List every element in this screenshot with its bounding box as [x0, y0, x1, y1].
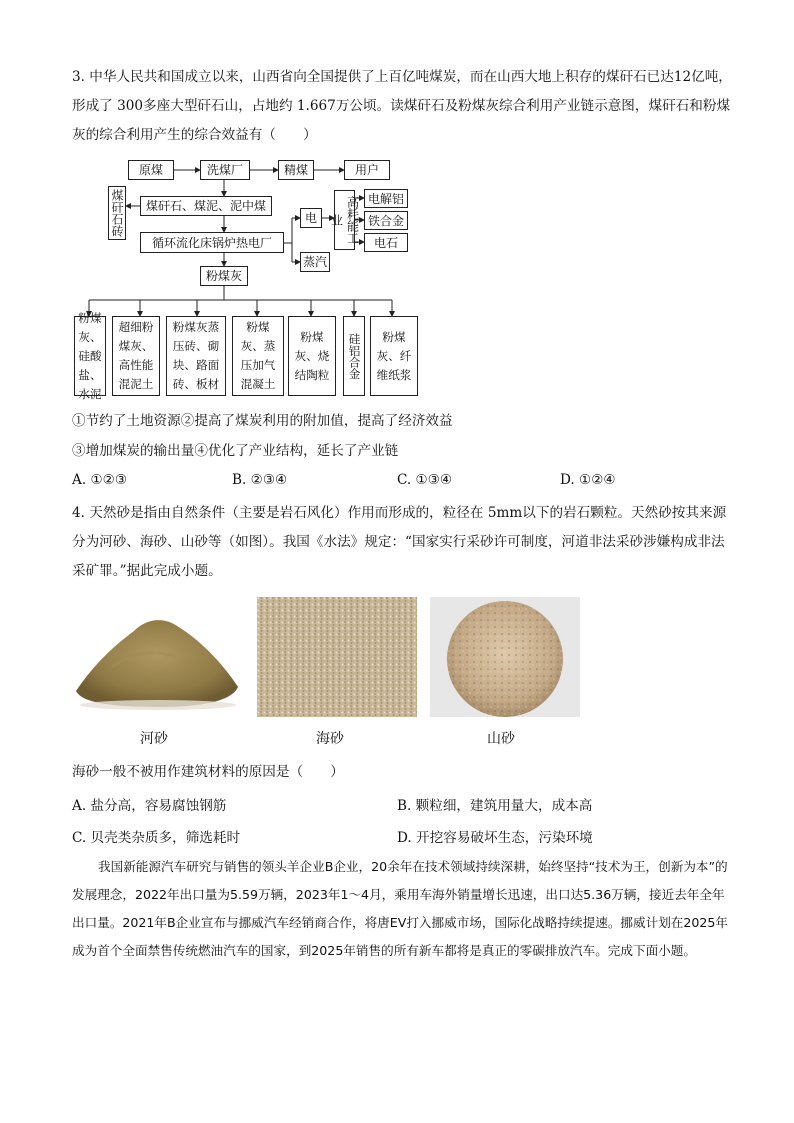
- box-users: 用户: [344, 160, 390, 180]
- product-box-3: 粉煤灰蒸压砖、砌块、路面砖、板材: [166, 316, 226, 396]
- box-gangue-brick: 煤矸石砖: [108, 186, 126, 240]
- box-coal-gangue: 煤矸石、煤泥、泥中煤: [140, 196, 272, 216]
- product-box-4: 粉煤灰、蒸压加气混凝土: [232, 316, 284, 396]
- q3-option-d[interactable]: D. ①②④: [560, 472, 616, 488]
- sea-sand-photo: [257, 597, 417, 717]
- box-raw-coal: 原煤: [128, 160, 174, 180]
- reading-passage: 我国新能源汽车研究与销售的领头羊企业B企业，20余年在技术领域持续深耕，始终坚持“技术为王，创新为本”的发展理念，2022年出口量为5.59万辆，2023年1～4月，乘用车海外销量增长迅速，出口达5.36万辆，接近去年全年出口量。2021年B企业宣布与挪威汽车经销商合作，将唐EV打入挪威市场，国际化战略持续提速。挪威计划在2025年成为首个全面禁售传统燃油汽车的国家，到2025年销售的所有新车都将是真正的零碳排放汽车。完成下面小题。: [72, 859, 729, 958]
- q4-option-d[interactable]: D. 开挖容易破坏生态，污染环境: [397, 830, 593, 846]
- q4-option-b[interactable]: B. 颗粒细，建筑用量大，成本高: [397, 798, 593, 814]
- q3-option-c[interactable]: C. ①③④: [397, 472, 453, 488]
- product-box-5: 粉煤灰、烧结陶粒: [288, 316, 336, 396]
- q4-option-a[interactable]: A. 盐分高，容易腐蚀钢筋: [72, 798, 227, 814]
- q3-option-a[interactable]: A. ①②③: [72, 472, 128, 488]
- box-electrolytic-aluminum: 电解铝: [364, 189, 408, 208]
- box-clean-coal: 精煤: [278, 160, 314, 180]
- box-ferroalloy: 铁合金: [364, 211, 408, 230]
- caption-river-sand: 河砂: [140, 731, 168, 747]
- question-3-options: [72, 472, 732, 498]
- box-coal-washing-plant: 洗煤厂: [200, 160, 250, 180]
- product-box-7: 粉煤灰、纤维纸浆: [370, 316, 418, 396]
- product-box-1: 粉煤灰、硅酸盐、水泥: [74, 316, 106, 396]
- caption-mountain-sand: 山砂: [487, 731, 515, 747]
- caption-sea-sand: 海砂: [316, 731, 344, 747]
- question-3-stem: 3. 中华人民共和国成立以来，山西省向全国提供了上百亿吨煤炭，而在山西大地上积存的煤矸石已达12亿吨，形成了 300多座大型矸石山，占地约 1.667万公顷。读煤矸石及粉煤灰综合利用产业链示意图，煤矸石和粉煤灰的综合利用产生的综合效益有（ ）: [72, 69, 732, 143]
- box-power-plant: 循环流化床锅炉热电厂: [140, 232, 284, 253]
- question-3-statement-2: ③增加煤炭的输出量④优化了产业结构，延长了产业链: [72, 443, 399, 459]
- question-4-options-row-2: [72, 826, 732, 852]
- question-3-statement-1: ①节约了土地资源②提高了煤炭利用的附加值，提高了经济效益: [72, 413, 453, 429]
- box-calcium-carbide: 电石: [364, 233, 408, 252]
- box-electricity: 电: [300, 208, 322, 228]
- box-steam: 蒸汽: [300, 252, 330, 272]
- question-4-question: 海砂一般不被用作建筑材料的原因是（ ）: [72, 764, 344, 780]
- river-sand-photo: [72, 597, 242, 717]
- coal-gangue-industry-chain-diagram: [72, 156, 432, 400]
- q3-option-b[interactable]: B. ②③④: [232, 472, 288, 488]
- product-box-6: 硅铝合金: [343, 316, 365, 396]
- question-4-options-row-1: [72, 794, 732, 820]
- mountain-sand-photo: [430, 597, 580, 717]
- product-box-2: 超细粉煤灰、高性能混泥土: [112, 316, 160, 396]
- question-4-stem: 4. 天然砂是指由自然条件（主要是岩石风化）作用而形成的，粒径在 5mm以下的岩石颗粒。天然砂按其来源分为河砂、海砂、山砂等（如图）。我国《水法》规定：“国家实行采砂许可制度，河道非法采砂涉嫌构成非法采矿罪。”据此完成小题。: [72, 505, 727, 579]
- q4-option-c[interactable]: C. 贝壳类杂质多，筛选耗时: [72, 830, 241, 846]
- box-high-energy-industry: 高耗能工业: [334, 190, 355, 250]
- box-fly-ash: 粉煤灰: [200, 266, 248, 286]
